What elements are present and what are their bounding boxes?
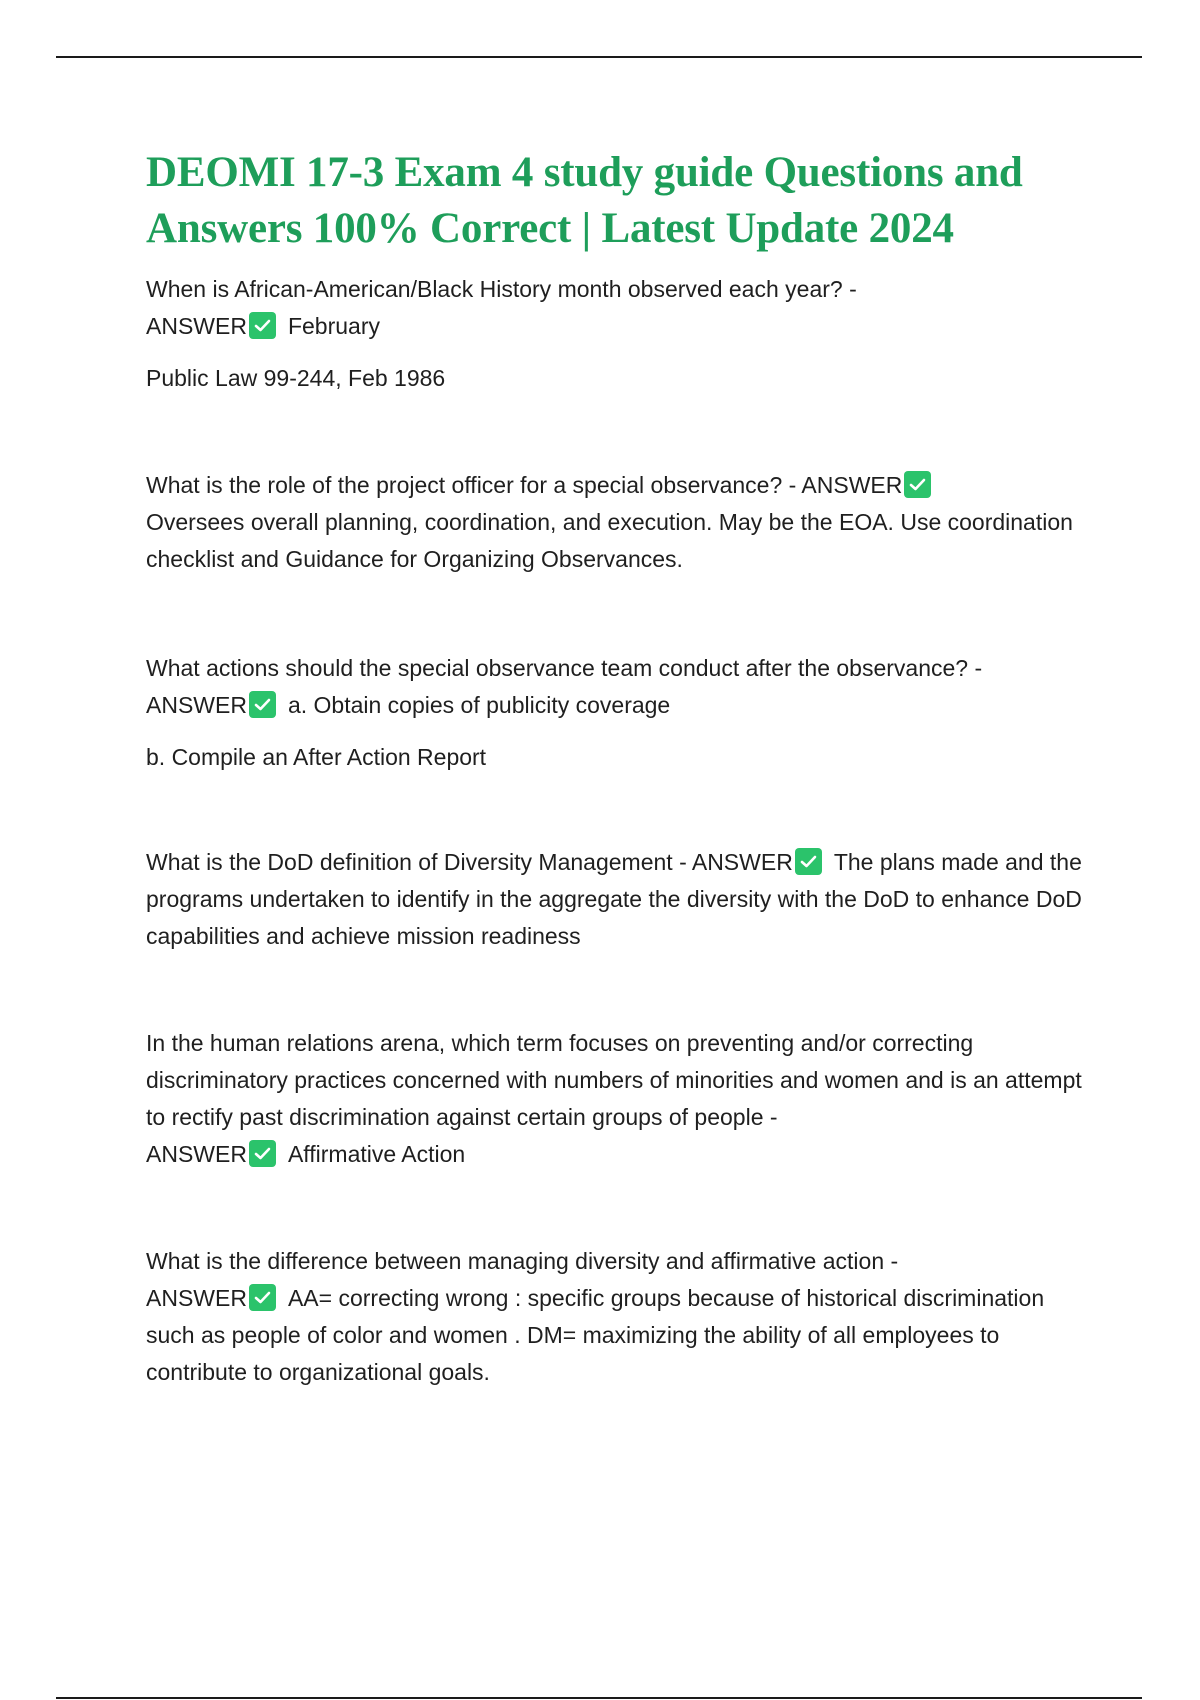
question-text: What is the difference between managing diversity and affirmative action -	[146, 1248, 899, 1274]
answer-text: Oversees overall planning, coordination, and execution. May be the EOA. Use coordination checklist and Guidance for Organizing Observances.	[146, 509, 1073, 572]
question-text: What actions should the special observance team conduct after the observance? -	[146, 655, 983, 681]
checkmark-icon	[904, 471, 931, 498]
qa-item	[146, 650, 1096, 776]
checkmark-icon	[249, 691, 276, 718]
answer-text: Affirmative Action	[287, 1141, 466, 1167]
qa-item	[146, 1243, 1096, 1391]
checkmark-icon	[249, 1284, 276, 1311]
answer-label: ANSWER	[146, 692, 247, 718]
answer-extra-line: b. Compile an After Action Report	[146, 744, 487, 770]
answer-text: AA= correcting wrong : specific groups because of historical discrimination such as people of color and women . DM= maximizing the ability of all employees to contribute to organizational goals.	[146, 1285, 1045, 1385]
checkmark-icon	[795, 848, 822, 875]
answer-label: ANSWER	[691, 849, 793, 875]
qa-item	[146, 1025, 1096, 1173]
document-page	[146, 145, 1096, 1391]
question-text: When is African-American/Black History month observed each year? -	[146, 276, 857, 302]
question-text: What is the DoD definition of Diversity Management -	[146, 849, 687, 875]
document-title: DEOMI 17-3 Exam 4 study guide Questions and Answers 100% Correct | Latest Update 2024	[146, 149, 1023, 252]
qa-item	[146, 467, 1096, 578]
answer-text: The plans made and the programs undertaken to identify in the aggregate the diversity with the DoD to enhance DoD capabilities and achieve mission readiness	[146, 849, 1082, 949]
answer-extra-line: Public Law 99-244, Feb 1986	[146, 365, 446, 391]
checkmark-icon	[249, 1140, 276, 1167]
answer-label: ANSWER	[801, 472, 903, 498]
bottom-divider	[56, 1697, 1142, 1699]
answer-label: ANSWER	[146, 1285, 247, 1311]
answer-text: a. Obtain copies of publicity coverage	[287, 692, 671, 718]
answer-label: ANSWER	[146, 313, 247, 339]
answer-label: ANSWER	[146, 1141, 247, 1167]
answer-text: February	[287, 313, 380, 339]
question-text: In the human relations arena, which term focuses on preventing and/or correcting discriminatory practices concerned with numbers of minorities and women and is an attempt to rectify past discrimination against certain groups of people -	[146, 1030, 1082, 1130]
checkmark-icon	[249, 312, 276, 339]
top-divider	[56, 56, 1142, 58]
qa-item	[146, 271, 1096, 397]
question-text: What is the role of the project officer for a special observance? -	[146, 472, 797, 498]
qa-item	[146, 844, 1096, 955]
